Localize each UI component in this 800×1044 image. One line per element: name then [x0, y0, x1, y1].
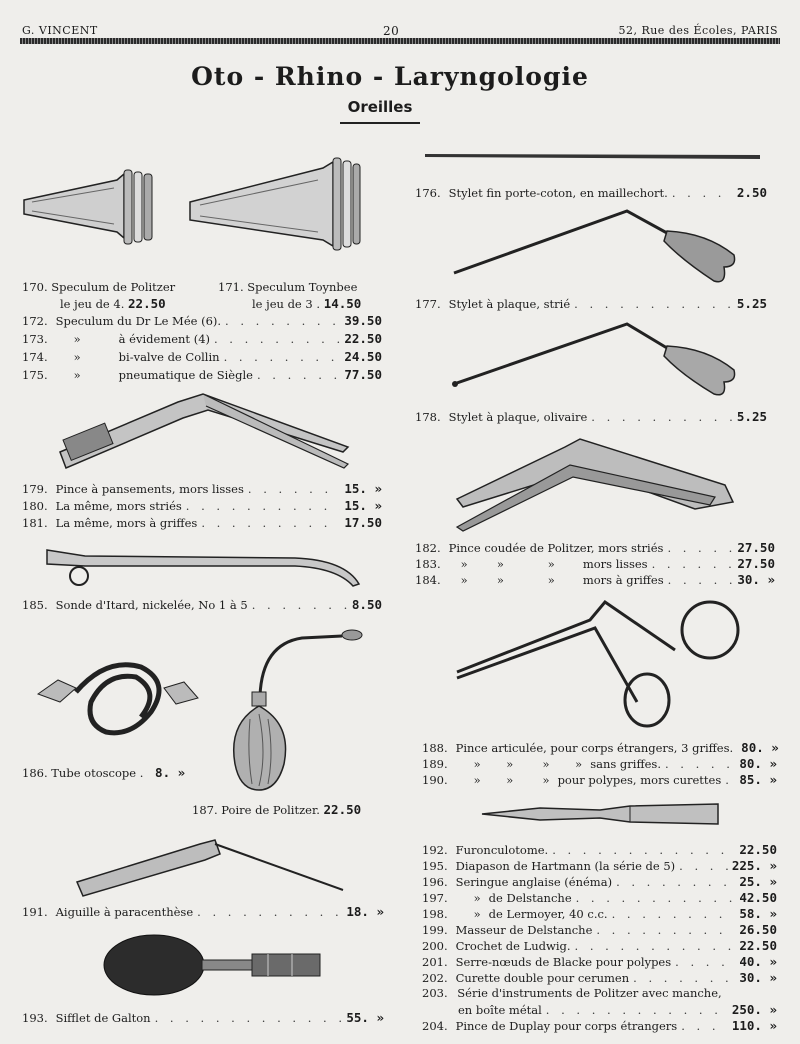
item-number: 197. — [422, 891, 448, 905]
item-price: 58. » — [739, 906, 777, 921]
item-name: Speculum de Politzer — [51, 280, 176, 294]
item-name: Tube otoscope — [51, 766, 137, 780]
item-name: à évidement (4) — [118, 332, 210, 346]
item-number: 187. — [192, 803, 218, 817]
item-price: 15. » — [344, 481, 382, 496]
header-address: 52, Rue des Écoles, PARIS — [618, 24, 778, 37]
item-175 — [22, 367, 382, 383]
furonculotome-illustration — [480, 800, 720, 830]
item-name: Masseur de Delstanche — [455, 923, 593, 937]
item-179 — [22, 481, 382, 497]
item-188 — [422, 740, 777, 756]
item-price: 15. » — [344, 498, 382, 513]
item-198 — [422, 906, 777, 922]
item-182 — [415, 540, 775, 556]
header-rule — [20, 38, 780, 44]
ditto-marks: » » » — [460, 573, 555, 587]
item-number: 171. — [218, 280, 244, 294]
item-price: 42.50 — [739, 890, 777, 905]
item-number: 195. — [422, 859, 448, 873]
item-price: 14.50 — [323, 296, 362, 311]
ditto-marks: » » » — [473, 773, 550, 787]
item-177 — [415, 296, 767, 312]
item-number: 203. — [422, 986, 448, 1000]
page-title: Oto - Rhino - Laryngologie — [191, 62, 589, 91]
pince-articulee-illustration — [455, 592, 745, 732]
item-number: 176. — [415, 186, 441, 200]
item-number: 172. — [22, 314, 48, 328]
item-name: Stylet à plaque, olivaire — [448, 410, 588, 424]
stylet-plaque-strie-illustration — [452, 205, 742, 290]
header-publisher: G. VINCENT — [22, 24, 98, 37]
item-price: 250. » — [731, 1002, 777, 1017]
item-price: 80. » — [739, 756, 777, 771]
item-price: 22.50 — [323, 802, 362, 817]
sonde-itard-illustration — [45, 546, 365, 591]
item-number: 189. — [422, 757, 448, 771]
item-price: 40. » — [739, 954, 777, 969]
item-number: 184. — [415, 573, 441, 587]
item-number: 174. — [22, 350, 48, 364]
pince-coudee-politzer-illustration — [455, 437, 740, 532]
item-price: 25. » — [739, 874, 777, 889]
item-number: 190. — [422, 773, 448, 787]
item-price: 5.25 — [736, 409, 767, 424]
item-price: 39.50 — [344, 313, 382, 328]
item-185 — [22, 597, 382, 613]
item-name-continued: en boîte métal — [458, 1003, 542, 1017]
item-number: 179. — [22, 482, 48, 496]
item-name: Stylet à plaque, strié — [448, 297, 571, 311]
item-name: Pince coudée de Politzer, mors striés — [448, 541, 664, 555]
speculum-politzer-illustration — [22, 168, 162, 248]
ditto-marks: » » » » — [473, 757, 583, 771]
item-number: 200. — [422, 939, 448, 953]
item-187 — [192, 802, 361, 817]
item-199 — [422, 922, 777, 938]
item-price: 30. » — [739, 970, 777, 985]
item-203 — [422, 986, 722, 1000]
item-189 — [422, 756, 777, 772]
item-186: 186. Tube otoscope . 8. » — [22, 765, 186, 780]
item-201 — [422, 954, 777, 970]
item-price: 22.50 — [128, 296, 166, 311]
speculum-toynbee-illustration — [188, 158, 363, 253]
page-number: 20 — [383, 24, 400, 38]
item-name: de Lermoyer, 40 c.c. — [488, 907, 608, 921]
item-price: 27.50 — [737, 556, 775, 571]
item-name: Diapason de Hartmann (la série de 5) — [455, 859, 676, 873]
item-170-detail — [60, 296, 166, 311]
item-name: Poire de Politzer. — [221, 803, 320, 817]
item-price: 18. » — [346, 904, 384, 919]
item-price: 55. » — [346, 1010, 384, 1025]
item-number: 170. — [22, 280, 48, 294]
item-name: Speculum Toynbee — [247, 280, 358, 294]
item-170 — [22, 280, 175, 294]
stylet-fin-illustration — [425, 150, 765, 162]
item-name: mors à griffes — [582, 573, 664, 587]
item-name: Aiguille à paracenthèse — [55, 905, 194, 919]
item-name: Serre-nœuds de Blacke pour polypes — [455, 955, 672, 969]
item-181 — [22, 515, 382, 531]
item-price: 2.50 — [736, 185, 767, 200]
item-name: pour polypes, mors curettes — [557, 773, 722, 787]
item-173 — [22, 331, 382, 347]
ditto-mark: » — [73, 350, 81, 364]
item-190 — [422, 772, 777, 788]
item-price: 110. » — [731, 1018, 777, 1033]
item-number: 175. — [22, 368, 48, 382]
item-price: 24.50 — [344, 349, 382, 364]
ditto-marks: » » » — [460, 557, 555, 571]
item-name: sans griffes. — [590, 757, 661, 771]
item-number: 204. — [422, 1019, 448, 1033]
item-name: pneumatique de Siègle — [118, 368, 253, 382]
item-171-detail — [252, 296, 361, 311]
item-price: 22.50 — [344, 331, 382, 346]
item-193 — [22, 1010, 384, 1026]
item-name: Pince à pansements, mors lisses — [55, 482, 244, 496]
ditto-mark: » — [73, 368, 81, 382]
item-name: Pince de Duplay pour corps étrangers — [455, 1019, 678, 1033]
item-price: 77.50 — [344, 367, 382, 382]
item-price: 27.50 — [737, 540, 775, 555]
aiguille-paracenthese-illustration — [75, 832, 350, 902]
item-name: mors lisses — [582, 557, 648, 571]
item-200 — [422, 938, 777, 954]
item-number: 201. — [422, 955, 448, 969]
item-204 — [422, 1018, 777, 1034]
item-price: 26.50 — [739, 922, 777, 937]
item-197 — [422, 890, 777, 906]
pince-pansements-illustration — [58, 392, 353, 472]
item-176 — [415, 185, 767, 201]
item-number: 177. — [415, 297, 441, 311]
item-number: 188. — [422, 741, 448, 755]
item-price: 80. » — [741, 740, 779, 755]
item-180 — [22, 498, 382, 514]
item-number: 180. — [22, 499, 48, 513]
item-number: 191. — [22, 905, 48, 919]
item-price: 225. » — [731, 858, 777, 873]
item-price: 5.25 — [736, 296, 767, 311]
item-number: 185. — [22, 598, 48, 612]
item-name: Crochet de Ludwig. — [455, 939, 571, 953]
item-sub: le jeu de 3 . — [252, 297, 321, 311]
item-number: 193. — [22, 1011, 48, 1025]
item-name: Série d'instruments de Politzer avec manche, — [457, 986, 722, 1000]
item-number: 199. — [422, 923, 448, 937]
item-name: Speculum du Dr Le Mée (6). — [55, 314, 222, 328]
item-196 — [422, 874, 777, 890]
item-number: 183. — [415, 557, 441, 571]
ditto-mark: » — [73, 332, 81, 346]
item-name: Stylet fin porte-coton, en maillechort. — [448, 186, 668, 200]
item-195 — [422, 858, 777, 874]
item-name: bi-valve de Collin — [118, 350, 220, 364]
item-name: La même, mors striés — [55, 499, 182, 513]
item-number: 173. — [22, 332, 48, 346]
item-number: 186. — [22, 766, 48, 780]
item-price: 17.50 — [344, 515, 382, 530]
item-number: 181. — [22, 516, 48, 530]
item-number: 198. — [422, 907, 448, 921]
item-183 — [415, 556, 775, 572]
item-sub: le jeu de 4. — [60, 297, 125, 311]
item-name: Curette double pour cerumen — [455, 971, 630, 985]
item-191 — [22, 904, 384, 920]
sifflet-galton-illustration — [102, 932, 327, 1002]
item-price: 22.50 — [739, 938, 777, 953]
section-subtitle: Oreilles — [347, 98, 413, 116]
poire-politzer-illustration — [232, 624, 372, 792]
item-202 — [422, 970, 777, 986]
ditto-mark: » — [473, 891, 481, 905]
item-name: de Delstanche — [488, 891, 572, 905]
stylet-plaque-olivaire-illustration — [452, 320, 742, 400]
item-number: 196. — [422, 875, 448, 889]
subtitle-underline — [340, 122, 420, 124]
item-price: 8.50 — [351, 597, 382, 612]
item-name: Pince articulée, pour corps étrangers, 3 griffes. — [455, 741, 734, 755]
item-price: 85. » — [739, 772, 777, 787]
item-178 — [415, 409, 767, 425]
item-name: La même, mors à griffes — [55, 516, 198, 530]
item-203-detail — [422, 1002, 777, 1018]
item-number: 202. — [422, 971, 448, 985]
ditto-mark: » — [473, 907, 481, 921]
item-172 — [22, 313, 382, 329]
item-184 — [415, 572, 775, 588]
item-name: Sifflet de Galton — [55, 1011, 151, 1025]
item-number: 178. — [415, 410, 441, 424]
item-171 — [218, 280, 357, 294]
item-number: 192. — [422, 843, 448, 857]
item-name: Furonculotome. — [455, 843, 549, 857]
item-name: Seringue anglaise (énéma) — [455, 875, 613, 889]
item-price: 8. » — [155, 765, 186, 780]
item-number: 182. — [415, 541, 441, 555]
item-174 — [22, 349, 382, 365]
tube-otoscope-illustration — [36, 652, 201, 742]
item-name: Sonde d'Itard, nickelée, No 1 à 5 — [55, 598, 248, 612]
item-price: 22.50 — [739, 842, 777, 857]
item-192 — [422, 842, 777, 858]
item-price: 30. » — [737, 572, 775, 587]
